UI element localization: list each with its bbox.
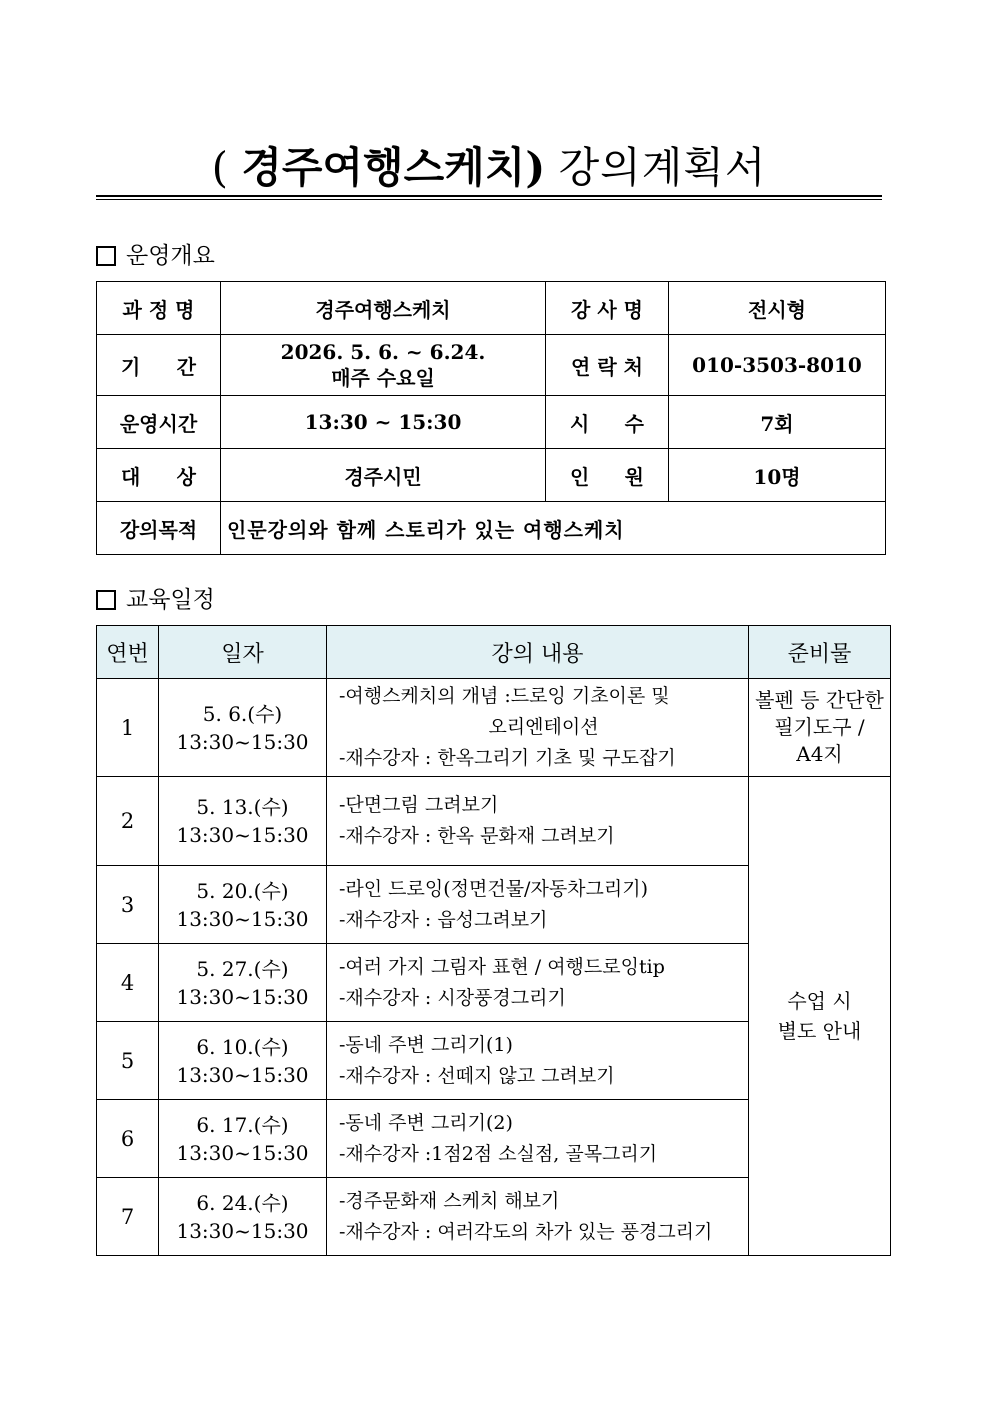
people-value: 10명 <box>669 449 886 502</box>
course-label: 과 정 명 <box>97 282 221 335</box>
row-content: -동네 주변 그리기(2) -재수강자 :1점2점 소실점, 골목그리기 <box>327 1100 749 1178</box>
row-content: -여러 가지 그림자 표현 / 여행드로잉tip -재수강자 : 시장풍경그리기 <box>327 944 749 1022</box>
prep-rest: 수업 시 별도 안내 <box>749 777 891 1256</box>
row-no: 7 <box>97 1178 159 1256</box>
row-date: 6. 10.(수) 13:30~15:30 <box>159 1022 327 1100</box>
row-date: 5. 27.(수) 13:30~15:30 <box>159 944 327 1022</box>
row-date: 5. 20.(수) 13:30~15:30 <box>159 866 327 944</box>
title-underline-thin <box>96 199 882 200</box>
header-date: 일자 <box>159 626 327 679</box>
people-label: 인 원 <box>546 449 669 502</box>
time-label: 운영시간 <box>97 396 221 449</box>
goal-value: 인문강의와 함께 스토리가 있는 여행스케치 <box>221 502 886 555</box>
checkbox-icon <box>96 590 116 610</box>
row-date: 6. 17.(수) 13:30~15:30 <box>159 1100 327 1178</box>
section-schedule-label: 교육일정 <box>126 587 215 613</box>
period-label: 기 간 <box>97 335 221 396</box>
contact-label: 연 락 처 <box>546 335 669 396</box>
period-weekday: 매주 수요일 <box>331 366 435 390</box>
checkbox-icon <box>96 246 116 266</box>
document-title <box>96 140 882 196</box>
row-content: -여행스케치의 개념 :드로잉 기초이론 및 오리엔테이션 -재수강자 : 한옥그리기 기초 및 구도잡기 <box>327 679 749 777</box>
row-date: 5. 6.(수) 13:30~15:30 <box>159 679 327 777</box>
table-row <box>97 679 891 777</box>
row-content: -동네 주변 그리기(1) -재수강자 : 선떼지 않고 그려보기 <box>327 1022 749 1100</box>
overview-table <box>96 281 886 555</box>
row-date: 6. 24.(수) 13:30~15:30 <box>159 1178 327 1256</box>
period-value <box>221 335 546 396</box>
section-overview-label: 운영개요 <box>126 243 215 269</box>
time-value: 13:30 ~ 15:30 <box>221 396 546 449</box>
title-suffix: 강의계획서 <box>558 143 767 192</box>
row-no: 4 <box>97 944 159 1022</box>
row-content: -경주문화재 스케치 해보기 -재수강자 : 여러각도의 차가 있는 풍경그리기 <box>327 1178 749 1256</box>
target-value: 경주시민 <box>221 449 546 502</box>
header-content: 강의 내용 <box>327 626 749 679</box>
section-overview-heading <box>96 241 215 271</box>
header-no: 연번 <box>97 626 159 679</box>
instructor-value: 전시형 <box>669 282 886 335</box>
row-content: -단면그림 그려보기 -재수강자 : 한옥 문화재 그려보기 <box>327 777 749 866</box>
course-value: 경주여행스케치 <box>221 282 546 335</box>
period-dates: 2026. 5. 6. ~ 6.24. <box>280 340 486 364</box>
prep-first: 볼펜 등 간단한 필기도구 / A4지 <box>749 679 891 777</box>
sessions-value: 7회 <box>669 396 886 449</box>
instructor-label: 강 사 명 <box>546 282 669 335</box>
header-prep: 준비물 <box>749 626 891 679</box>
section-schedule-heading <box>96 585 215 615</box>
row-content: -라인 드로잉(정면건물/자동차그리기) -재수강자 : 읍성그려보기 <box>327 866 749 944</box>
table-row <box>97 777 891 866</box>
title-open-paren: ( <box>211 143 228 192</box>
target-label: 대 상 <box>97 449 221 502</box>
contact-value: 010-3503-8010 <box>669 335 886 396</box>
row-no: 3 <box>97 866 159 944</box>
title-underline <box>96 195 882 197</box>
goal-label: 강의목적 <box>97 502 221 555</box>
title-course-name: 경주여행스케치) <box>241 143 546 192</box>
row-no: 5 <box>97 1022 159 1100</box>
row-no: 1 <box>97 679 159 777</box>
row-no: 2 <box>97 777 159 866</box>
schedule-table <box>96 625 891 1256</box>
row-no: 6 <box>97 1100 159 1178</box>
row-date: 5. 13.(수) 13:30~15:30 <box>159 777 327 866</box>
sessions-label: 시 수 <box>546 396 669 449</box>
